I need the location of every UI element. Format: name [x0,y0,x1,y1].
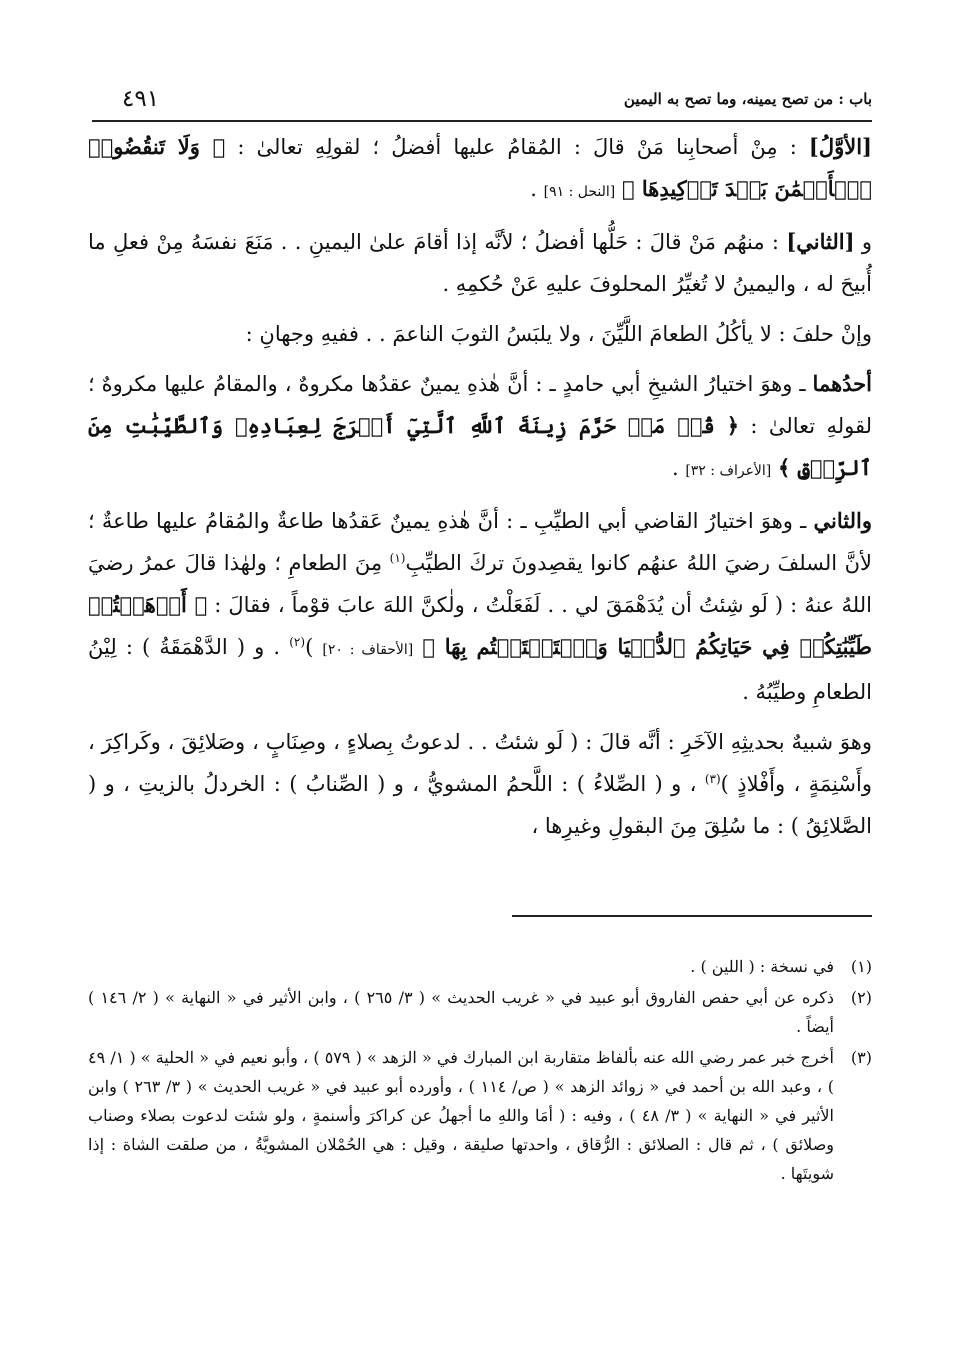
text-end: . [530,177,544,201]
verse-reference: [الأعراف : ٣٢] [685,463,772,479]
quran-verse: ﴿ أَذۡهَبۡتُمۡ طَيِّبَٰتِكُمۡ فِي حَيَاتِكُمُ ٱلدُّنۡيَا وَٱسۡتَمۡتَعۡتُم بِهَا ﴾ [88,592,873,659]
text: مِنَ الطعامِ ؛ ولهٰذا قالَ عمرُ رضيَ اللهُ عنهُ : ( لَو شِئتُ أن يُدَهْمَقَ لي . . لَفَعَلْتُ ، ولٰكنَّ اللهَ عابَ قوْماً ، فقالَ : [88,551,872,617]
paragraph-first-opinion [88,363,872,492]
footnote [88,952,872,981]
footnote-number: (١) [850,957,872,976]
text: وإنْ حلفَ : لا يأكُلُ الطعامَ اللَّيِّنَ ، ولا يلبَسُ الثوبَ الناعمَ . . ففيهِ وجهانِ : [245,322,872,346]
footnote-marker-2[interactable]: (٢) [289,635,306,649]
text: : منهُم مَنْ قالَ : حَلُّها أفضلُ ؛ لأنَّه إذا أقامَ علىٰ اليمينِ . . مَنَعَ نفسَهُ مِنْ فعلِ ما أُبيحَ له ، واليمينُ لا تُغيِّرُ المحلوفَ عليهِ عَنْ حُكمِهِ . [88,230,872,296]
text: وهوَ شبيهٌ بحديثِهِ الآخَرِ : أنَّه قالَ : ( لَو شئتُ . . لدعوتُ بِصلاءٍ ، وصِنَابٍ ، وصَلائِقَ ، وكَراكِرَ ، وأَسْنِمَةٍ ، وأَفْلاذٍ ) [88,730,872,796]
text: ـ وهوَ اختيارُ القاضي أبي الطيِّبِ ـ : أنَّ هٰذهِ يمينٌ عَقدُها طاعةٌ والمُقامُ عليها طاعةٌ ؛ لأنَّ السلفَ رضيَ اللهُ عنهُم كانوا يقصِدونَ تركَ الطيِّبِ [88,509,872,575]
label-second: [الثاني] [786,229,855,254]
quran-verse: ﴿ قُلۡ مَنۡ حَرَّمَ زِينَةَ ٱللَّهِ ٱلَّتِيٓ أَخۡرَجَ لِعِبَادِهِۦ وَٱلطَّيِّبَٰتِ مِنَ ٱلرِّزۡقِ ﴾ [88,413,872,480]
footnote-text: أخرج خبر عمر رضي الله عنه بألفاظ متقاربة ابن المبارك في « الزهد » ( ٥٧٩ ) ، وأبو نعيم في « الحلية » ( ١/ ٤٩ ) ، وعبد الله بن أحمد في « زوائد الزهد » ( ص/ ١١٤ ) ، وأورده أبو عبيد في « غريب الحديث » ( ٣/ ٢٦٣ ) وابن الأثير في « النهاية » ( ٣/ ٤٨ ) ، وفيه : ( أمَا واللهِ ما أجهلُ عن كراكرَ وأسنمةٍ ، ولو شئت لدعوت بصلاء وصناب وصلائق ) ، ثم قال : الصلائق : الرُّقاق ، واحدتها صليقة ، وقيل : هي الحُمْلان المشويَّةُ ، من صلقت الشاة : إذا شويتَها . [88,1048,835,1183]
label-first: [الأوَّلُ] [808,134,872,159]
paragraph-second-opinion [88,500,872,713]
footnote-text: ذكره عن أبي حفص الفاروق أبو عبيد في « غريب الحديث » ( ٣/ ٢٦٥ ) ، وابن الأثير في « النهاية » ( ٢/ ١٤٦ ) أيضاً . [88,988,834,1036]
footnote [88,983,872,1041]
text: ) [305,635,323,659]
label-second-opinion: والثاني [813,508,872,533]
chapter-title: باب : من تصح يمينه، وما تصح به اليمين [623,90,872,108]
paragraph-hadith [88,721,872,847]
running-header [92,86,872,122]
main-text [88,126,872,855]
text: ، و ( الصِّلاءُ ) : اللَّحمُ المشويُّ ، و ( الصِّنابُ ) : الخردلُ بالزيتِ ، و ( الصَّلائِقُ ) : ما سُلِقَ مِنَ البقولِ وغيرِها ، [88,772,872,838]
verse-reference: [الأحقاف : ٢٠] [322,642,414,658]
prefix: و [854,230,872,254]
text: : مِنْ أصحابِنا مَنْ قالَ : المُقامُ عليها أفضلُ ؛ لقولِهِ تعالىٰ : [225,135,809,159]
verse-reference: [النحل : ٩١] [543,184,616,200]
page-number: ٤٩١ [122,86,160,112]
footnote [88,1043,872,1188]
label-first-opinion: أحدُهما [812,371,872,396]
footnote-marker-3[interactable]: (٣) [704,772,721,786]
footnote-number: (٢) [850,988,872,1007]
footnotes [88,952,872,1190]
paragraph-second-view [88,221,872,305]
footnote-separator [512,915,872,917]
quran-verse: ﴿ وَلَا تَنقُضُوا۟ ٱلۡأَيۡمَٰنَ بَعۡدَ تَوۡكِيدِهَا ﴾ [88,134,872,201]
text-end: . [671,456,686,480]
paragraph-oath [88,313,872,355]
footnote-text: في نسخة : ( اللين ) . [690,957,834,976]
text: . و ( الدَّهْمَقَةُ ) : لِيْنُ الطعامِ وطيِّبُهُ . [88,635,872,704]
text: ـ وهوَ اختيارُ الشيخِ أبي حامدٍ ـ : أنَّ هٰذهِ يمينٌ عقدُها مكروهٌ ، والمقامُ عليها مكروهٌ ؛ لقولهِ تعالىٰ : [88,372,872,438]
footnote-number: (٣) [850,1048,872,1067]
footnote-marker-1[interactable]: (١) [389,551,406,565]
paragraph-first-view [88,126,872,213]
